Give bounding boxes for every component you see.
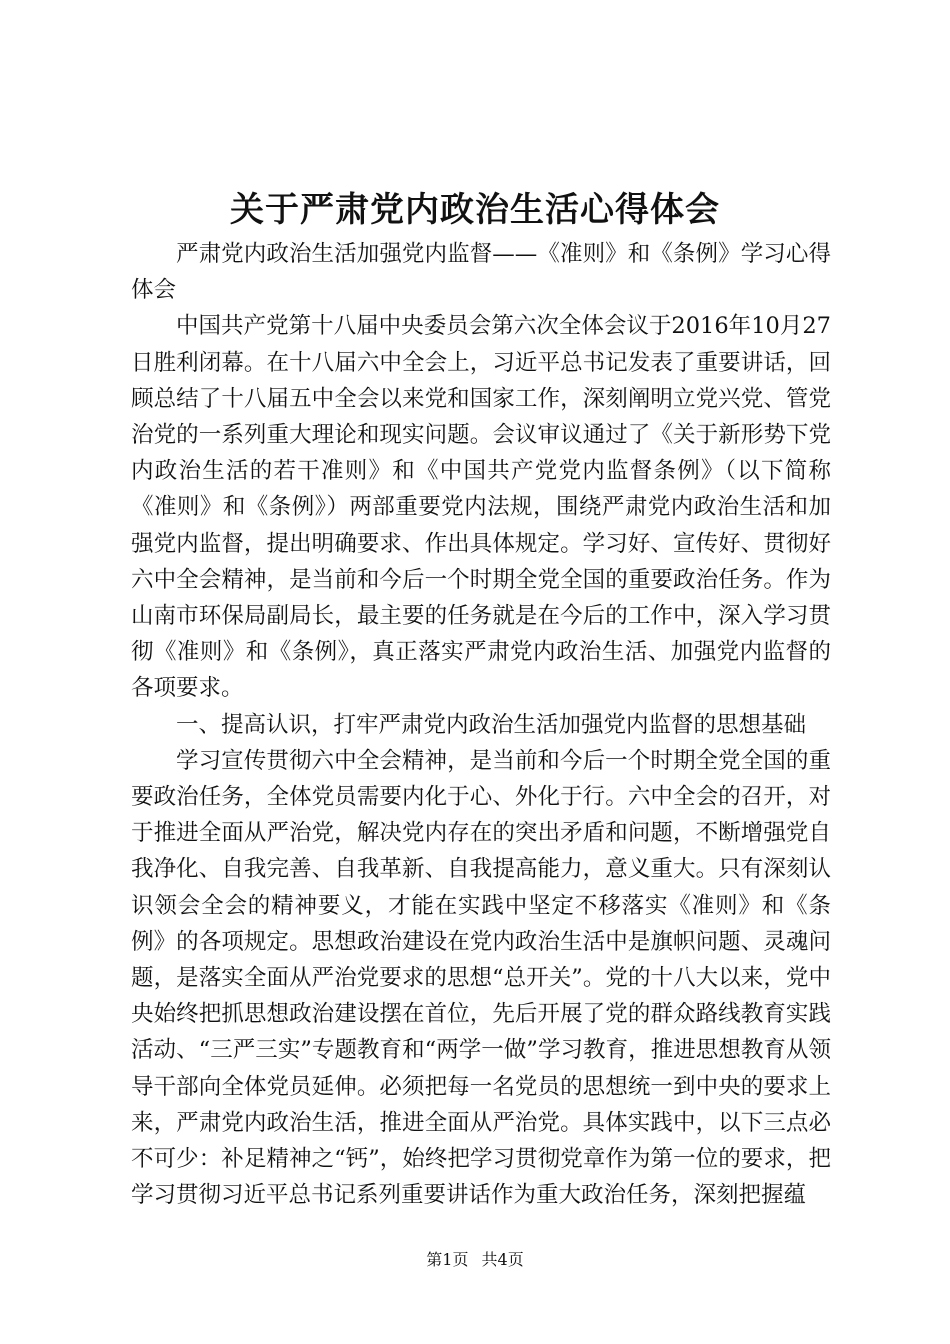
- body-paragraph: 学习宣传贯彻六中全会精神，是当前和今后一个时期全党全国的重要政治任务，全体党员需要内化于心、外化于行。六中全会的召开，对于推进全面从严治党，解决党内存在的突出矛盾和问题，不断增强党自我净化、自我完善、自我革新、自我提高能力，意义重大。只有深刻认识领会全会的精神要义，才能在实践中坚定不移落实《准则》和《条例》的各项规定。思想政治建设在党内政治生活中是旗帜问题、灵魂问题，是落实全面从严治党要求的思想“总开关”。党的十八大以来，党中央始终把抓思想政治建设摆在首位，先后开展了党的群众路线教育实践活动、“三严三实”专题教育和“两学一做”学习教育，推进思想教育从领导干部向全体党员延伸。必须把每一名党员的思想统一到中央的要求上来，严肃党内政治生活，推进全面从严治党。具体实践中，以下三点必不可少：补足精神之“钙”，始终把学习贯彻党章作为第一位的要求，把学习贯彻习近平总书记系列重要讲话作为重大政治任务，深刻把握蕴: [131, 747, 831, 1209]
- page-footer: [0, 1250, 950, 1270]
- page-total: 共4页: [481, 1250, 524, 1269]
- page-number: 第1页: [426, 1250, 469, 1269]
- document-title: 关于严肃党内政治生活心得体会: [230, 190, 720, 230]
- document-body: [131, 236, 831, 1213]
- subtitle-paragraph: 严肃党内政治生活加强党内监督——《准则》和《条例》学习心得体会: [131, 241, 831, 304]
- body-paragraph: 中国共产党第十八届中央委员会第六次全体会议于2016年10月27日胜利闭幕。在十八届六中全会上，习近平总书记发表了重要讲话，回顾总结了十八届五中全会以来党和国家工作，深刻阐明立党兴党、管党治党的一系列重大理论和现实问题。会议审议通过了《关于新形势下党内政治生活的若干准则》和《中国共产党党内监督条例》（以下简称《准则》和《条例》）两部重要党内法规，围绕严肃党内政治生活和加强党内监督，提出明确要求、作出具体规定。学习好、宣传好、贯彻好六中全会精神，是当前和今后一个时期全党全国的重要政治任务。作为山南市环保局副局长，最主要的任务就是在今后的工作中，深入学习贯彻《准则》和《条例》，真正落实严肃党内政治生活、加强党内监督的各项要求。: [131, 313, 831, 702]
- section-heading: 一、提高认识，打牢严肃党内政治生活加强党内监督的思想基础: [176, 711, 807, 738]
